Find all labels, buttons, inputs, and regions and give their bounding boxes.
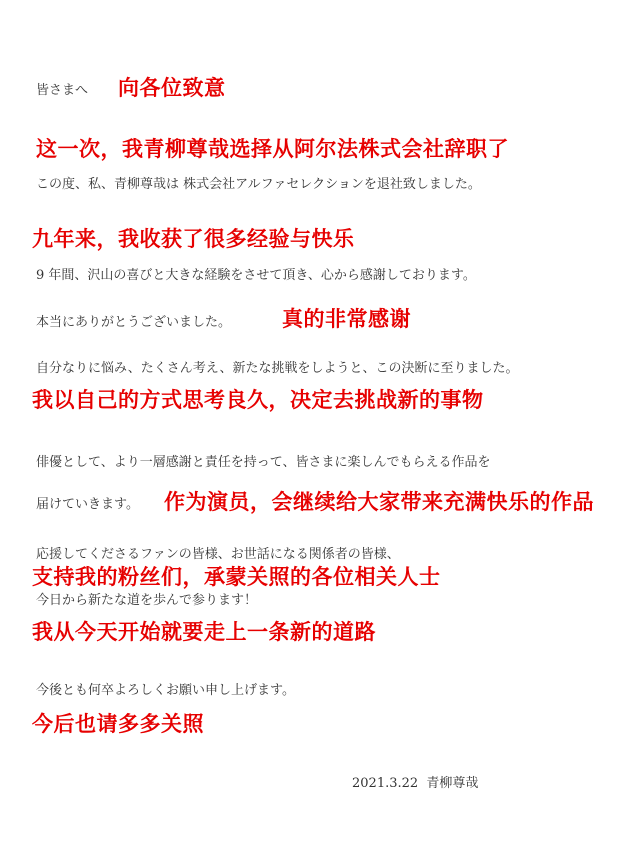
line1-cn: 这一次，我青柳尊哉选择从阿尔法株式会社辞职了	[36, 137, 509, 161]
line3-jp: 本当にありがとうございました。	[36, 315, 232, 330]
greeting-jp: 皆さまへ	[36, 83, 89, 98]
signature: 2021.3.22 青柳尊哉	[352, 776, 479, 791]
line6-jp: 応援してくださるファンの皆様、お世話になる関係者の皆様、	[36, 547, 400, 562]
line1-jp: この度、私、青柳尊哉は 株式会社アルファセレクションを退社致しました。	[36, 177, 481, 192]
line5-jp-b: 届けていきます。	[36, 497, 139, 512]
line3-cn: 真的非常感谢	[282, 307, 411, 331]
line5-cn: 作为演员，会继续给大家带来充满快乐的作品	[164, 490, 594, 514]
line4-jp: 自分なりに悩み、たくさん考え、新たな挑戦をしようと、この決断に至りました。	[36, 361, 519, 376]
line8-jp: 今後とも何卒よろしくお願い申し上げます。	[36, 683, 295, 698]
line2-jp: 9 年間、沢山の喜びと大きな経験をさせて頂き、心から感謝しております。	[36, 268, 476, 283]
line2-cn: 九年来，我收获了很多经验与快乐	[32, 227, 355, 251]
line8-cn: 今后也请多多关照	[32, 712, 204, 736]
line4-cn: 我以自己的方式思考良久，决定去挑战新的事物	[32, 388, 484, 412]
line7-cn: 我从今天开始就要走上一条新的道路	[32, 620, 376, 644]
line5-jp-a: 俳優として、より一層感謝と責任を持って、皆さまに楽しんでもらえる作品を	[36, 455, 491, 470]
greeting-cn: 向各位致意	[118, 76, 226, 100]
line7-jp: 今日から新たな道を歩んで参ります！	[36, 593, 258, 608]
line6-cn: 支持我的粉丝们，承蒙关照的各位相关人士	[32, 565, 441, 589]
